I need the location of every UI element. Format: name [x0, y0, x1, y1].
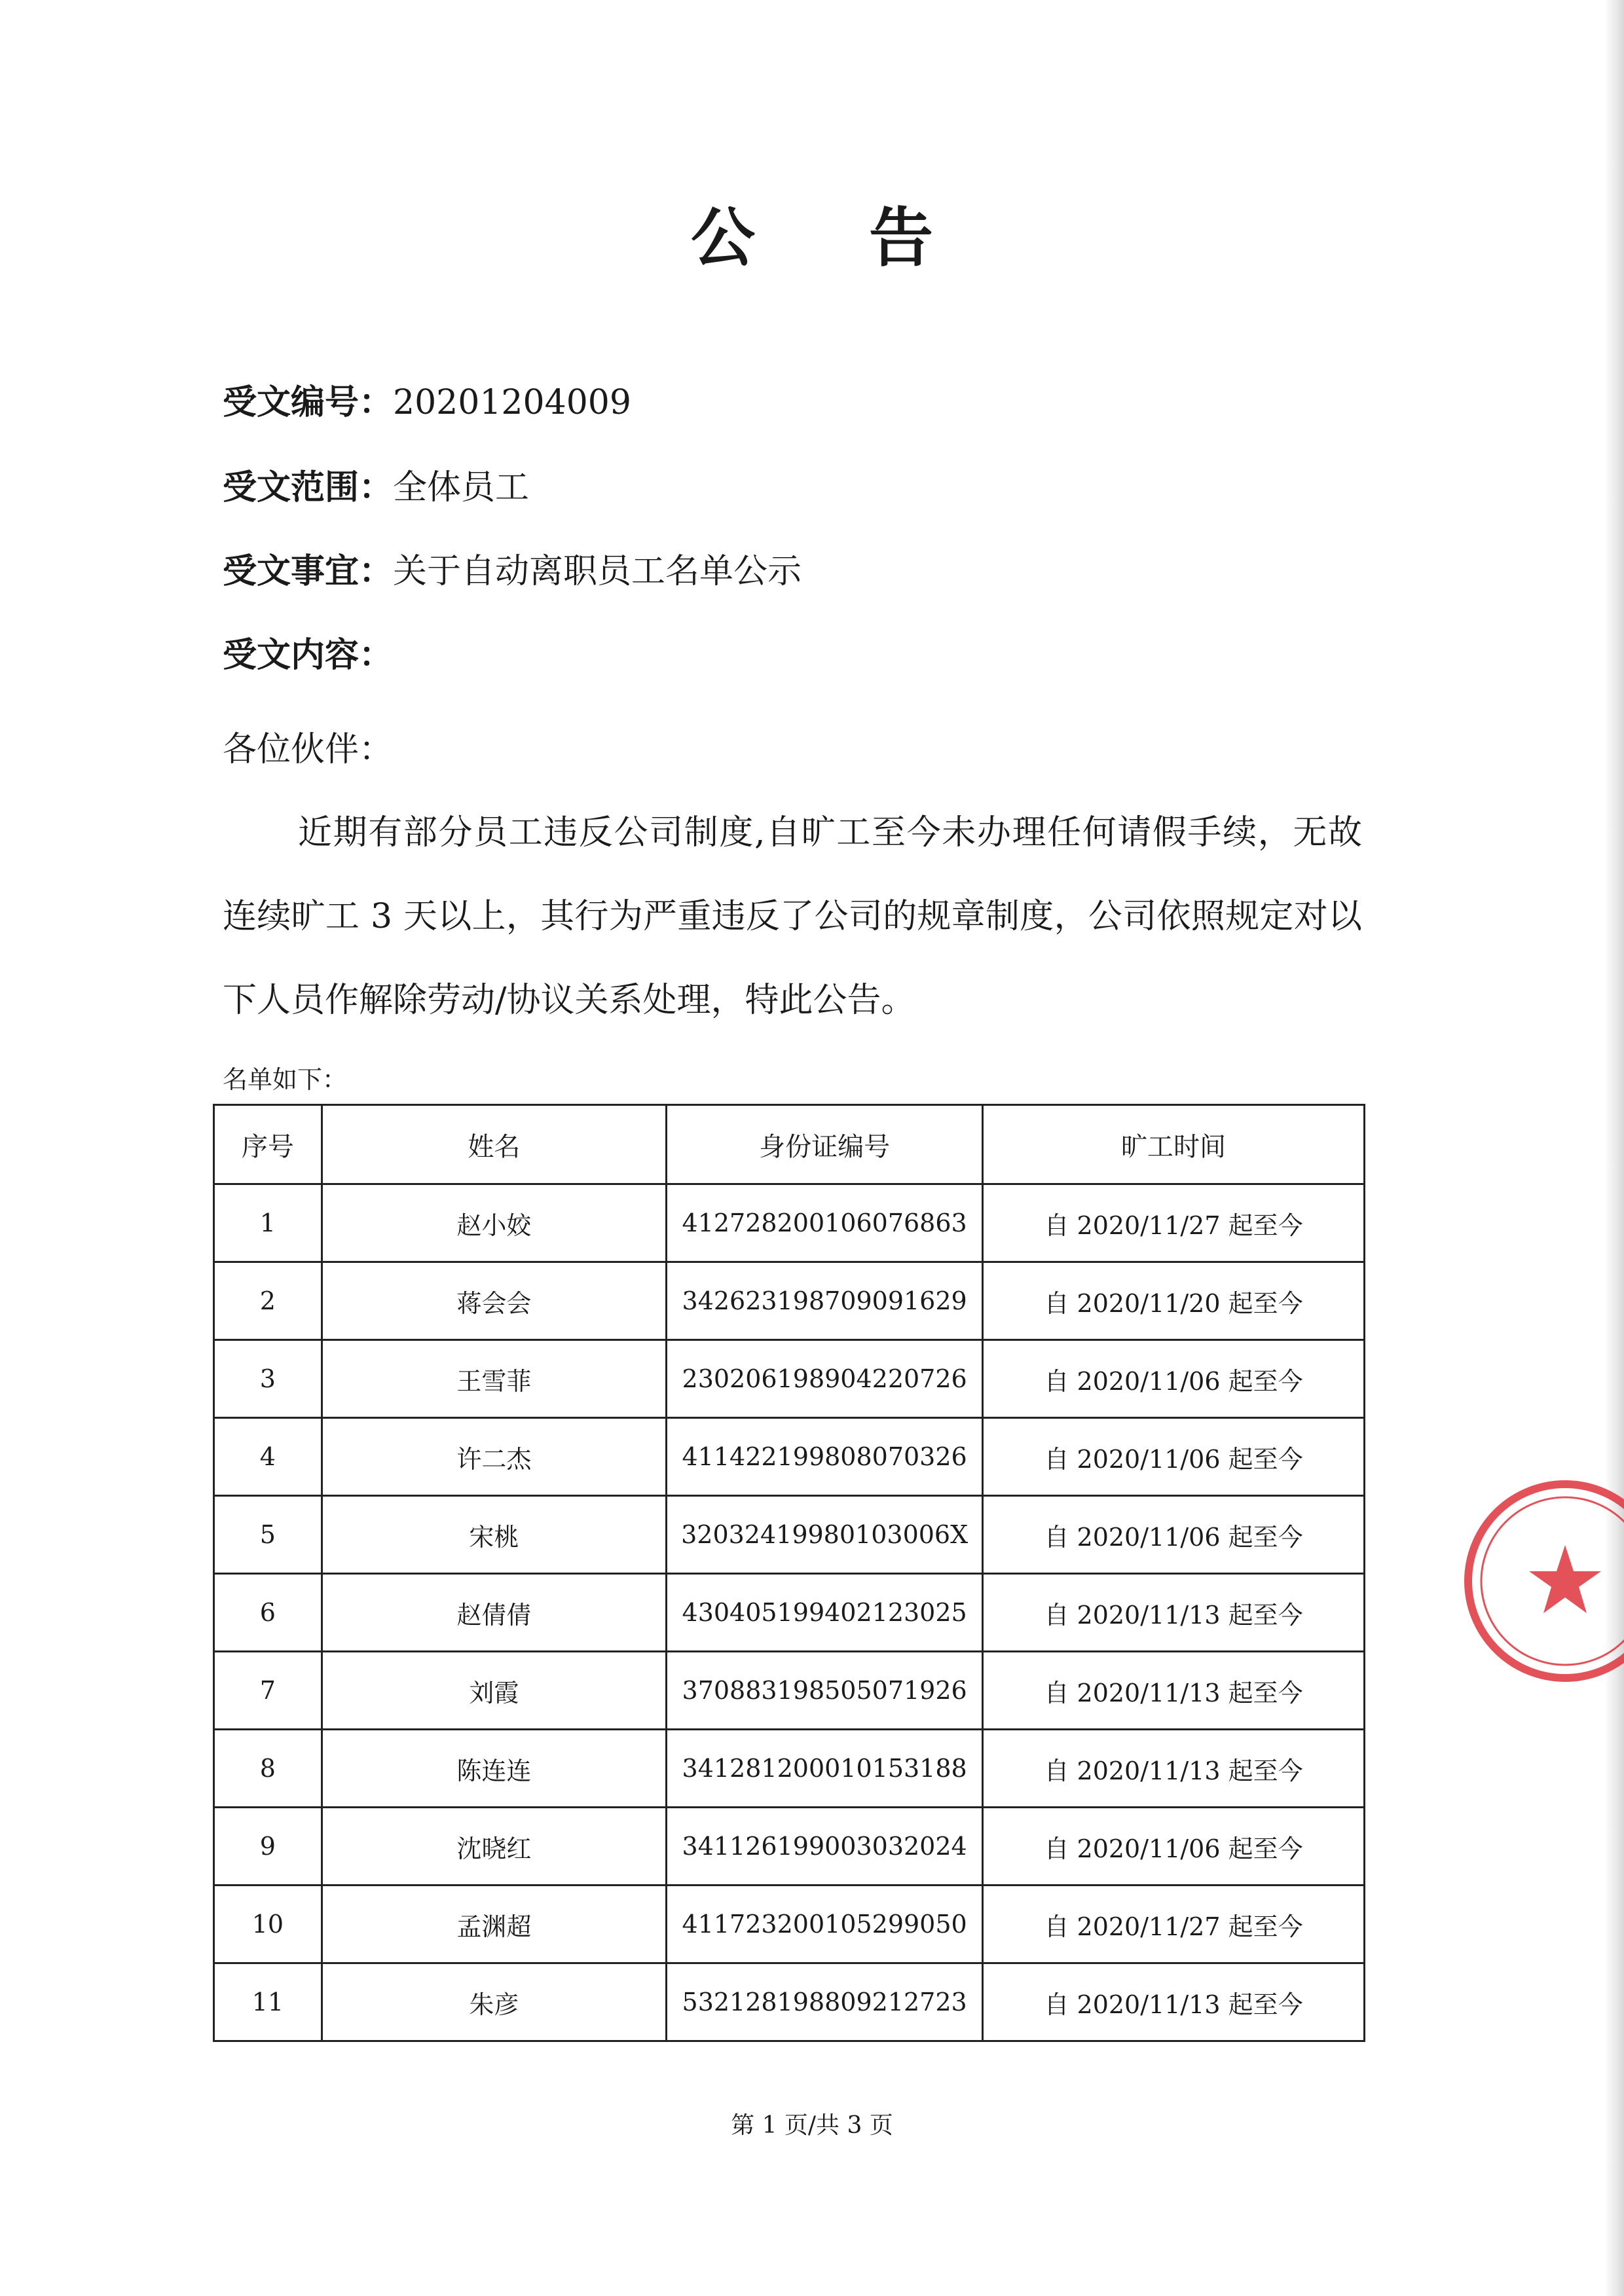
cell-absence-time: 自 2020/11/13 起至今 — [983, 1574, 1365, 1652]
table-row — [214, 1963, 1365, 2041]
cell-name: 蒋会会 — [322, 1262, 667, 1340]
cell-name: 许二杰 — [322, 1418, 667, 1496]
table-row — [214, 1262, 1365, 1340]
cell-name: 刘霞 — [322, 1652, 667, 1730]
cell-absence-time: 自 2020/11/13 起至今 — [983, 1730, 1365, 1808]
cell-id-number: 411723200105299050 — [667, 1886, 983, 1963]
company-seal-icon — [1457, 1473, 1624, 1689]
cell-index: 10 — [214, 1886, 322, 1963]
header-index: 序号 — [214, 1105, 322, 1184]
table-row — [214, 1652, 1365, 1730]
table-row — [214, 1418, 1365, 1496]
field-value: 关于自动离职员工名单公示 — [393, 552, 802, 591]
cell-absence-time: 自 2020/11/27 起至今 — [983, 1886, 1365, 1963]
cell-index: 11 — [214, 1963, 322, 2041]
table-row — [214, 1730, 1365, 1808]
field-subject — [223, 549, 802, 594]
cell-name: 赵小姣 — [322, 1184, 667, 1262]
field-label: 受文编号： — [223, 383, 394, 422]
cell-id-number: 411422199808070326 — [667, 1418, 983, 1496]
cell-index: 1 — [214, 1184, 322, 1262]
cell-id-number: 412728200106076863 — [667, 1184, 983, 1262]
employee-table — [213, 1104, 1365, 2042]
page-title: 公 告 — [690, 201, 980, 276]
list-label: 名单如下： — [223, 1065, 348, 1094]
cell-index: 5 — [214, 1496, 322, 1574]
greeting: 各位伙伴： — [223, 730, 394, 769]
field-label: 受文内容： — [223, 636, 394, 675]
cell-absence-time: 自 2020/11/13 起至今 — [983, 1963, 1365, 2041]
cell-id-number: 32032419980103006X — [667, 1496, 983, 1574]
body-paragraph: 近期有部分员工违反公司制度,自旷工至今未办理任何请假手续，无故连续旷工 3 天以上，其行为严重违反了公司的规章制度，公司依照规定对以下人员作解除劳动/协议关系处理，特此公告。 — [223, 813, 1362, 1020]
cell-index: 8 — [214, 1730, 322, 1808]
cell-absence-time: 自 2020/11/06 起至今 — [983, 1808, 1365, 1886]
header-id-number: 身份证编号 — [667, 1105, 983, 1184]
field-doc-number — [223, 380, 631, 426]
cell-index: 4 — [214, 1418, 322, 1496]
scan-edge — [1604, 0, 1624, 2296]
cell-name: 赵倩倩 — [322, 1574, 667, 1652]
cell-id-number: 430405199402123025 — [667, 1574, 983, 1652]
field-content — [223, 632, 393, 678]
field-value: 20201204009 — [393, 383, 631, 422]
cell-index: 9 — [214, 1808, 322, 1886]
header-name: 姓名 — [322, 1105, 667, 1184]
cell-index: 2 — [214, 1262, 322, 1340]
cell-absence-time: 自 2020/11/06 起至今 — [983, 1496, 1365, 1574]
cell-index: 6 — [214, 1574, 322, 1652]
table-row — [214, 1574, 1365, 1652]
cell-index: 3 — [214, 1340, 322, 1418]
cell-absence-time: 自 2020/11/13 起至今 — [983, 1652, 1365, 1730]
cell-index: 7 — [214, 1652, 322, 1730]
field-scope — [223, 465, 529, 511]
cell-id-number: 341126199003032024 — [667, 1808, 983, 1886]
table-row — [214, 1886, 1365, 1963]
cell-id-number: 532128198809212723 — [667, 1963, 983, 2041]
cell-name: 宋桃 — [322, 1496, 667, 1574]
seal-star — [1529, 1545, 1601, 1613]
header-absence-time: 旷工时间 — [983, 1105, 1365, 1184]
table-header-row — [214, 1105, 1365, 1184]
cell-absence-time: 自 2020/11/06 起至今 — [983, 1340, 1365, 1418]
table-row — [214, 1496, 1365, 1574]
field-label: 受文范围： — [223, 468, 394, 507]
page-footer: 第 1 页/共 3 页 — [731, 2112, 893, 2139]
cell-name: 沈晓红 — [322, 1808, 667, 1886]
table-row — [214, 1808, 1365, 1886]
cell-name: 孟渊超 — [322, 1886, 667, 1963]
cell-id-number: 370883198505071926 — [667, 1652, 983, 1730]
cell-id-number: 341281200010153188 — [667, 1730, 983, 1808]
cell-id-number: 342623198709091629 — [667, 1262, 983, 1340]
table-row — [214, 1184, 1365, 1262]
cell-absence-time: 自 2020/11/27 起至今 — [983, 1184, 1365, 1262]
field-label: 受文事宜： — [223, 552, 394, 591]
table-row — [214, 1340, 1365, 1418]
cell-absence-time: 自 2020/11/20 起至今 — [983, 1262, 1365, 1340]
cell-name: 陈连连 — [322, 1730, 667, 1808]
cell-name: 朱彦 — [322, 1963, 667, 2041]
cell-absence-time: 自 2020/11/06 起至今 — [983, 1418, 1365, 1496]
cell-id-number: 230206198904220726 — [667, 1340, 983, 1418]
cell-name: 王雪菲 — [322, 1340, 667, 1418]
field-value: 全体员工 — [393, 468, 530, 507]
